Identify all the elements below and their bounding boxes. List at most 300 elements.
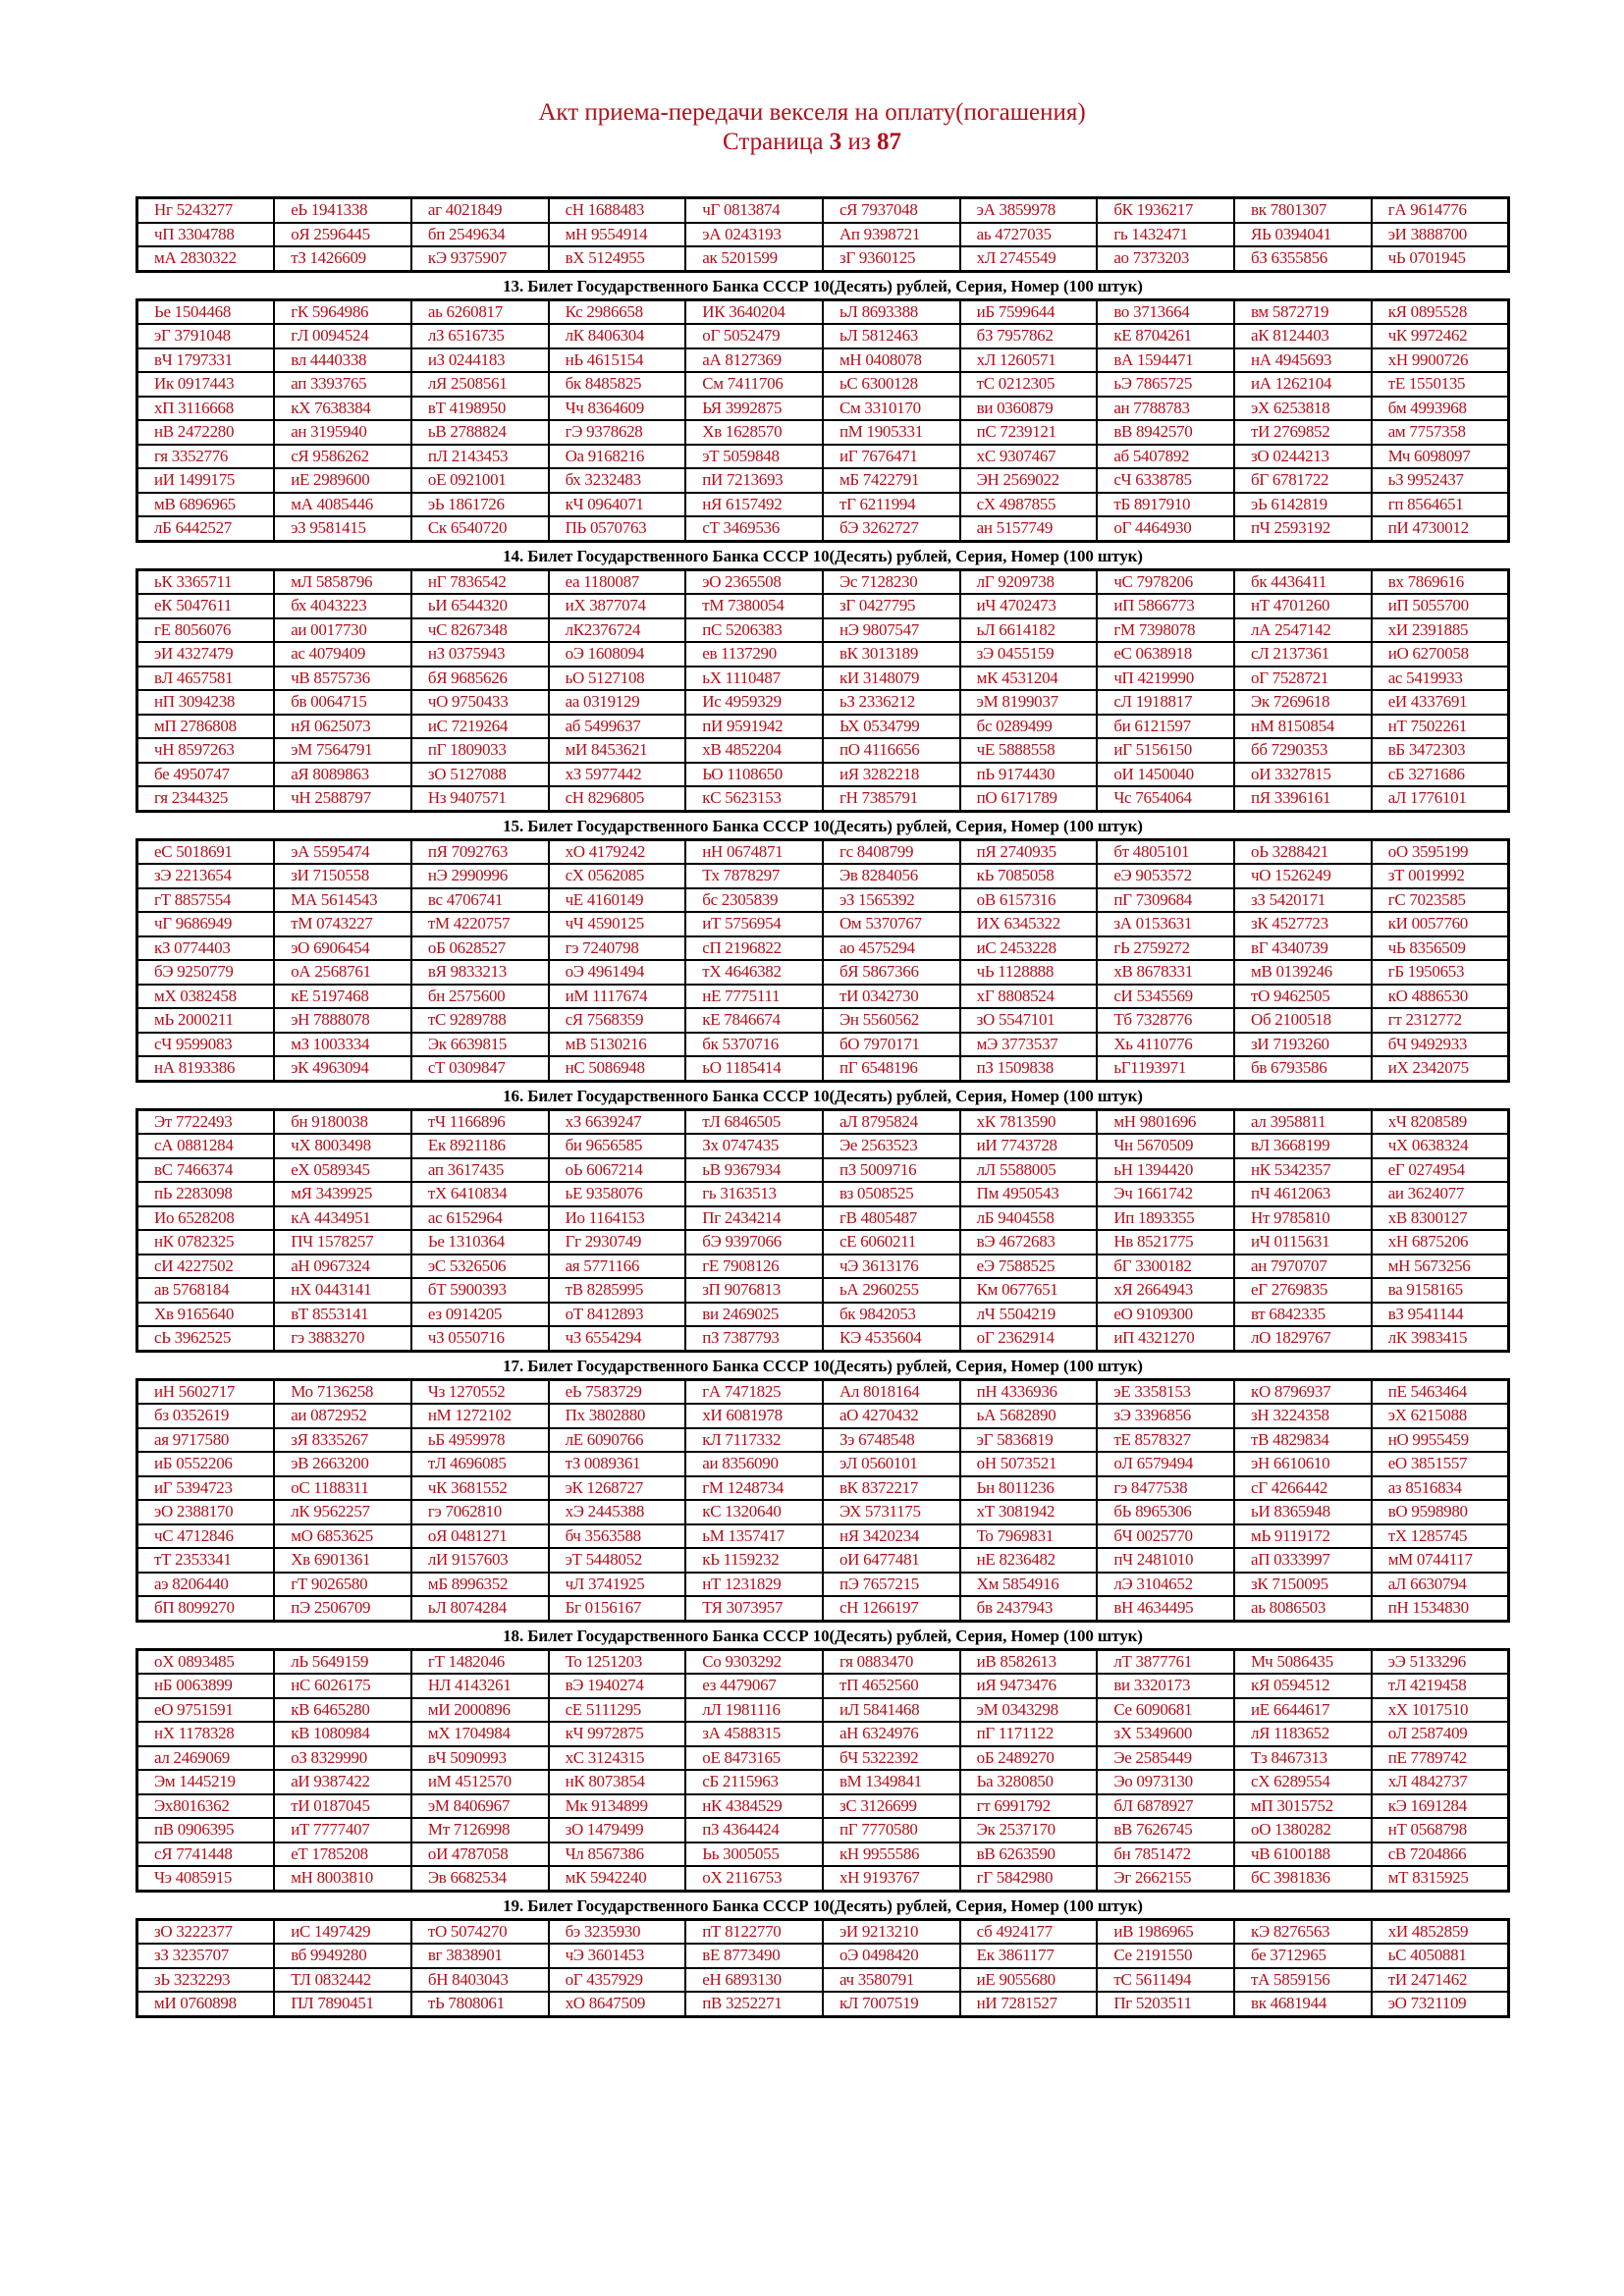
serial-cell: оИ 1450040	[1097, 763, 1234, 787]
serial-cell: бм 4993968	[1372, 397, 1509, 421]
serial-cell: ьИ 6544320	[411, 594, 549, 618]
serial-cell: чВ 8575736	[274, 667, 411, 691]
serial-cell: Эв 8284056	[823, 864, 960, 888]
serial-cell: Эч 1661742	[1097, 1182, 1234, 1206]
table-row	[137, 569, 1509, 594]
serial-cell: гя 2344325	[137, 786, 275, 811]
serial-cell: бК 1936217	[1097, 198, 1234, 223]
serial-cell: бЧ 0025770	[1097, 1524, 1234, 1549]
serial-cell: кЕ 7846674	[685, 1008, 823, 1033]
serial-cell: аз 8516834	[1372, 1476, 1509, 1501]
serial-cell: ЭН 2569022	[960, 468, 1098, 493]
serial-cell: Се 6090681	[1097, 1698, 1234, 1723]
serial-cell: гь 3163513	[685, 1182, 823, 1206]
serial-cell: бе 3712965	[1234, 1944, 1372, 1968]
ticket-block	[135, 543, 1510, 813]
serial-cell: бО 7970171	[823, 1033, 960, 1057]
serial-cell: оГ 2362914	[960, 1326, 1098, 1351]
serial-cell: хЗ 6639247	[549, 1109, 686, 1134]
serial-cell: иС 1497429	[274, 1919, 411, 1944]
serial-cell: гп 8564651	[1372, 493, 1509, 517]
serial-cell: пИ 7213693	[685, 468, 823, 493]
table-row	[137, 888, 1509, 913]
serial-cell: ьА 2960255	[823, 1278, 960, 1303]
serial-cell: оЭ 0498420	[823, 1944, 960, 1968]
serial-cell: ам 7757358	[1372, 420, 1509, 445]
ticket-block	[135, 1353, 1510, 1623]
serial-cell: эМ 8199037	[960, 690, 1098, 715]
serial-cell: би 6121597	[1097, 715, 1234, 739]
serial-cell: иВ 8582613	[960, 1649, 1098, 1674]
serial-cell: эЭ 5133296	[1372, 1649, 1509, 1674]
serial-cell: нН 0674871	[685, 839, 823, 864]
serial-cell: бЛ 6878927	[1097, 1794, 1234, 1819]
serial-cell: ая 9717580	[137, 1428, 275, 1453]
serial-cell: эИ 9213210	[823, 1919, 960, 1944]
serial-cell: чЛ 3741925	[549, 1573, 686, 1597]
serial-cell: мЭ 3773537	[960, 1033, 1098, 1057]
serial-cell: чН 8597263	[137, 738, 275, 763]
serial-cell: мБ 7422791	[823, 468, 960, 493]
serial-cell: Нг 5243277	[137, 198, 275, 223]
serial-cell: иБ 7599644	[960, 299, 1098, 324]
serial-cell: ЬЯ 3992875	[685, 397, 823, 421]
serial-cell: нЭ 2990996	[411, 864, 549, 888]
serial-cell: оЭ 1608094	[549, 642, 686, 667]
serial-cell: кО 4886530	[1372, 985, 1509, 1009]
table-row	[137, 1770, 1509, 1794]
serial-cell: эМ 8406967	[411, 1794, 549, 1819]
block-heading: 18. Билет Государственного Банка СССР 10(Десять) рублей, Серия, Номер (100 штук)	[503, 1626, 1143, 1645]
serial-cell: мХ 1704984	[411, 1722, 549, 1746]
serial-cell: чГ 9686949	[137, 912, 275, 936]
serial-cell: мП 2786808	[137, 715, 275, 739]
serial-cell: кИ 0057760	[1372, 912, 1509, 936]
serial-cell: лЧ 5504219	[960, 1303, 1098, 1327]
serial-cell: аи 8356090	[685, 1452, 823, 1476]
serial-cell: пВ 0906395	[137, 1818, 275, 1842]
serial-cell: гВ 4805487	[823, 1206, 960, 1231]
serial-cell: иО 6270058	[1372, 642, 1509, 667]
serial-cell: Эв 6682534	[411, 1866, 549, 1891]
serial-cell: гА 9614776	[1372, 198, 1509, 223]
serial-cell: сА 0881284	[137, 1134, 275, 1158]
serial-cell: зГ 9360125	[823, 246, 960, 271]
serial-cell: чН 2588797	[274, 786, 411, 811]
serial-cell: хЛ 1260571	[960, 348, 1098, 373]
serial-cell: вЭ 1940274	[549, 1674, 686, 1698]
serial-cell: пС 5206383	[685, 618, 823, 643]
serial-cell: Ек 8921186	[411, 1134, 549, 1158]
serial-cell: зЭ 0455159	[960, 642, 1098, 667]
serial-cell: во 3713664	[1097, 299, 1234, 324]
serial-cell: тЬ 7808061	[411, 1992, 549, 2016]
serial-cell: оЯ 0481271	[411, 1524, 549, 1549]
serial-cell: эО 6906454	[274, 936, 411, 961]
serial-cell: эЬ 6142819	[1234, 493, 1372, 517]
table-row	[137, 493, 1509, 517]
serial-cell: аэ 8206440	[137, 1573, 275, 1597]
serial-cell: ан 7788783	[1097, 397, 1234, 421]
serial-cell: тХ 4646382	[685, 960, 823, 985]
serial-cell: чЧ 4590125	[549, 912, 686, 936]
ticket-block	[135, 1893, 1510, 2018]
serial-cell: бГ 3300182	[1097, 1255, 1234, 1279]
serial-cell: нХ 0443141	[274, 1278, 411, 1303]
table-row	[137, 1866, 1509, 1891]
serial-cell: кХ 7638384	[274, 397, 411, 421]
page-current: 3	[829, 129, 842, 155]
serial-cell: Эк 6639815	[411, 1033, 549, 1057]
serial-cell: тИ 0342730	[823, 985, 960, 1009]
serial-cell: бЬ 8965306	[1097, 1500, 1234, 1524]
serial-cell: ви 3320173	[1097, 1674, 1234, 1698]
serial-cell: тЕ 1550135	[1372, 372, 1509, 397]
serial-cell: вк 7801307	[1234, 198, 1372, 223]
serial-cell: нЕ 7775111	[685, 985, 823, 1009]
serial-cell: эЗ 1565392	[823, 888, 960, 913]
serial-cell: Об 2100518	[1234, 1008, 1372, 1033]
serial-cell: еК 5047611	[137, 594, 275, 618]
serial-cell: лЬ 5649159	[274, 1649, 411, 1674]
serial-cell: бв 6793586	[1234, 1056, 1372, 1081]
serial-cell: нС 6026175	[274, 1674, 411, 1698]
serial-cell: зХ 5349600	[1097, 1722, 1234, 1746]
block-heading: 17. Билет Государственного Банка СССР 10(Десять) рублей, Серия, Номер (100 штук)	[503, 1356, 1143, 1375]
serial-cell: мК 4531204	[960, 667, 1098, 691]
serial-cell: зТ 0019992	[1372, 864, 1509, 888]
serial-cell: мА 4085446	[274, 493, 411, 517]
serial-cell: вК 3013189	[823, 642, 960, 667]
serial-cell: бч 3563588	[549, 1524, 686, 1549]
serial-cell: сЧ 6338785	[1097, 468, 1234, 493]
serial-cell: эХ 6253818	[1234, 397, 1372, 421]
serial-cell: мМ 0744117	[1372, 1548, 1509, 1573]
serial-cell: мЬ 9119172	[1234, 1524, 1372, 1549]
serial-cell: ал 3958811	[1234, 1109, 1372, 1134]
table-row	[137, 1008, 1509, 1033]
serial-cell: оГ 4357929	[549, 1968, 686, 1993]
serial-cell: мИ 0760898	[137, 1992, 275, 2016]
serial-cell: эИ 4327479	[137, 642, 275, 667]
serial-cell: ас 6152964	[411, 1206, 549, 1231]
table-row	[137, 738, 1509, 763]
serial-cell: ПЛ 7890451	[274, 1992, 411, 2016]
serial-cell: мН 9801696	[1097, 1109, 1234, 1134]
serial-cell: бб 7290353	[1234, 738, 1372, 763]
serial-cell: эЕ 3358153	[1097, 1379, 1234, 1404]
serial-cell: ьМ 1357417	[685, 1524, 823, 1549]
serial-cell: ТЯ 3073957	[685, 1596, 823, 1621]
serial-cell: Чэ 4085915	[137, 1866, 275, 1891]
serial-cell: Чз 1270552	[411, 1379, 549, 1404]
serial-cell: эВ 2663200	[274, 1452, 411, 1476]
serial-cell: ьВ 2788824	[411, 420, 549, 445]
serial-cell: бк 5370716	[685, 1033, 823, 1057]
serial-cell: сБ 2115963	[685, 1770, 823, 1794]
table-row	[137, 1230, 1509, 1255]
serial-cell: пО 6171789	[960, 786, 1098, 811]
serial-cell: ьА 5682890	[960, 1404, 1098, 1428]
serial-cell: бп 2549634	[411, 223, 549, 247]
serial-cell: зЭ 2213654	[137, 864, 275, 888]
serial-cell: гэ 7240798	[549, 936, 686, 961]
serial-cell: ЯЬ 0394041	[1234, 223, 1372, 247]
table-row	[137, 1649, 1509, 1674]
serial-cell: эЗ 9581415	[274, 516, 411, 541]
serial-cell: иИ 1499175	[137, 468, 275, 493]
serial-cell: ьЭ 7865725	[1097, 372, 1234, 397]
serial-cell: ьК 3365711	[137, 569, 275, 594]
serial-cell: вТ 8553141	[274, 1303, 411, 1327]
serial-cell: оХ 0893485	[137, 1649, 275, 1674]
serial-cell: хТ 3081942	[960, 1500, 1098, 1524]
serial-cell: ьЛ 8693388	[823, 299, 960, 324]
table-row	[137, 1379, 1509, 1404]
serial-cell: нЬ 4615154	[549, 348, 686, 373]
serial-cell: Оа 9168216	[549, 445, 686, 469]
serial-cell: тТ 2353341	[137, 1548, 275, 1573]
serial-cell: ьХ 1110487	[685, 667, 823, 691]
serial-cell: аб 5499637	[549, 715, 686, 739]
serial-cell: нА 4945693	[1234, 348, 1372, 373]
serial-cell: еЭ 7588525	[960, 1255, 1098, 1279]
serial-cell: гт 2312772	[1372, 1008, 1509, 1033]
serial-cell: чЭ 3601453	[549, 1944, 686, 1968]
serial-cell: Ск 6540720	[411, 516, 549, 541]
serial-cell: еН 6893130	[685, 1968, 823, 1993]
serial-cell: аь 6260817	[411, 299, 549, 324]
serial-cell: вЛ 3668199	[1234, 1134, 1372, 1158]
serial-cell: оЬ 3288421	[1234, 839, 1372, 864]
serial-cell: чХ 0638324	[1372, 1134, 1509, 1158]
serial-cell: зЬ 3232293	[137, 1968, 275, 1993]
serial-cell: сЬ 3962525	[137, 1326, 275, 1351]
serial-cell: зО 5127088	[411, 763, 549, 787]
serial-cell: ьЗ 9952437	[1372, 468, 1509, 493]
serial-cell: пГ 1171122	[960, 1722, 1098, 1746]
serial-cell: сИ 4227502	[137, 1255, 275, 1279]
table-row	[137, 1134, 1509, 1158]
serial-cell: мХ 0382458	[137, 985, 275, 1009]
serial-cell: кЕ 5197468	[274, 985, 411, 1009]
serial-cell: ан 5157749	[960, 516, 1098, 541]
serial-cell: вВ 8942570	[1097, 420, 1234, 445]
serial-cell: эМ 0343298	[960, 1698, 1098, 1723]
serial-cell: бх 3232483	[549, 468, 686, 493]
serial-cell: Эе 2585449	[1097, 1746, 1234, 1771]
serial-cell: оБ 0628527	[411, 936, 549, 961]
serial-cell: мЗ 1003334	[274, 1033, 411, 1057]
serial-table	[135, 838, 1510, 1083]
page-separator: из	[847, 129, 871, 155]
serial-cell: вм 5872719	[1234, 299, 1372, 324]
serial-cell: мИ 8453621	[549, 738, 686, 763]
serial-cell: гЕ 7908126	[685, 1255, 823, 1279]
serial-cell: иХ 3877074	[549, 594, 686, 618]
serial-cell: тХ 6410834	[411, 1182, 549, 1206]
serial-cell: нТ 4701260	[1234, 594, 1372, 618]
serial-cell: зИ 7193260	[1234, 1033, 1372, 1057]
serial-cell: ак 5201599	[685, 246, 823, 271]
serial-cell: нГ 7836542	[411, 569, 549, 594]
serial-cell: пГ 6548196	[823, 1056, 960, 1081]
table-row	[137, 1842, 1509, 1867]
serial-cell: Хь 4110776	[1097, 1033, 1234, 1057]
serial-cell: гс 8408799	[823, 839, 960, 864]
serial-cell: эО 2365508	[685, 569, 823, 594]
serial-cell: бС 3981836	[1234, 1866, 1372, 1891]
serial-cell: иТ 7777407	[274, 1818, 411, 1842]
serial-cell: оО 3595199	[1372, 839, 1509, 864]
serial-cell: мА 2830322	[137, 246, 275, 271]
serial-cell: гЛ 0094524	[274, 324, 411, 348]
serial-cell: нК 5342357	[1234, 1158, 1372, 1183]
serial-cell: вБ 3472303	[1372, 738, 1509, 763]
serial-cell: еО 9109300	[1097, 1303, 1234, 1327]
serial-cell: оЛ 6579494	[1097, 1452, 1234, 1476]
table-row	[137, 1476, 1509, 1501]
serial-cell: Чл 8567386	[549, 1842, 686, 1867]
table-row	[137, 912, 1509, 936]
serial-cell: ПЧ 1578257	[274, 1230, 411, 1255]
serial-cell: нМ 8150854	[1234, 715, 1372, 739]
serial-cell: мЬ 2000211	[137, 1008, 275, 1033]
serial-cell: лА 2547142	[1234, 618, 1372, 643]
serial-cell: нТ 7502261	[1372, 715, 1509, 739]
serial-cell: См 3310170	[823, 397, 960, 421]
serial-cell: хХ 1017510	[1372, 1698, 1509, 1723]
serial-cell: хО 4179242	[549, 839, 686, 864]
serial-cell: тИ 0187045	[274, 1794, 411, 1819]
table-row	[137, 324, 1509, 348]
serial-cell: бт 4805101	[1097, 839, 1234, 864]
table-row	[137, 420, 1509, 445]
serial-cell: сИ 5345569	[1097, 985, 1234, 1009]
serial-cell: бН 8403043	[411, 1968, 549, 1993]
serial-cell: гТ 1482046	[411, 1649, 549, 1674]
table-row	[137, 690, 1509, 715]
serial-cell: Ом 5370767	[823, 912, 960, 936]
serial-cell: эТ 5059848	[685, 445, 823, 469]
serial-cell: еЬ 1941338	[274, 198, 411, 223]
table-row	[137, 1182, 1509, 1206]
block-heading: 15. Билет Государственного Банка СССР 10(Десять) рублей, Серия, Номер (100 штук)	[503, 816, 1143, 835]
table-row	[137, 397, 1509, 421]
serial-cell: МА 5614543	[274, 888, 411, 913]
serial-cell: вГ 4340739	[1234, 936, 1372, 961]
serial-cell: Пх 3802880	[549, 1404, 686, 1428]
serial-cell: бЭ 9397066	[685, 1230, 823, 1255]
serial-cell: Эм 1445219	[137, 1770, 275, 1794]
serial-cell: оГ 5052479	[685, 324, 823, 348]
serial-cell: лБ 9404558	[960, 1206, 1098, 1231]
serial-cell: вх 7869616	[1372, 569, 1509, 594]
serial-cell: вг 3838901	[411, 1944, 549, 1968]
serial-cell: бк 9842053	[823, 1303, 960, 1327]
serial-cell: тЛ 4696085	[411, 1452, 549, 1476]
serial-cell: нИ 7281527	[960, 1992, 1098, 2016]
serial-cell: нТ 1231829	[685, 1573, 823, 1597]
serial-cell: бв 2437943	[960, 1596, 1098, 1621]
serial-cell: эА 0243193	[685, 223, 823, 247]
serial-cell: вЯ 9833213	[411, 960, 549, 985]
serial-cell: Ьь 3005055	[685, 1842, 823, 1867]
serial-cell: нК 0782325	[137, 1230, 275, 1255]
serial-cell: сЯ 7741448	[137, 1842, 275, 1867]
serial-cell: хИ 4852859	[1372, 1919, 1509, 1944]
serial-cell: тЗ 0089361	[549, 1452, 686, 1476]
serial-table	[135, 196, 1510, 273]
serial-cell: ЬХ 0534799	[823, 715, 960, 739]
table-row	[137, 1524, 1509, 1549]
serial-cell: пЭ 2506709	[274, 1596, 411, 1621]
serial-cell: вк 4681944	[1234, 1992, 1372, 2016]
serial-cell: бе 4950747	[137, 763, 275, 787]
serial-cell: вб 9949280	[274, 1944, 411, 1968]
serial-cell: пЯ 3396161	[1234, 786, 1372, 811]
serial-cell: ач 3580791	[823, 1968, 960, 1993]
serial-cell: бэ 3235930	[549, 1919, 686, 1944]
serial-cell: Ип 1893355	[1097, 1206, 1234, 1231]
serial-cell: нП 3094238	[137, 690, 275, 715]
table-row	[137, 763, 1509, 787]
serial-cell: пЕ 5463464	[1372, 1379, 1509, 1404]
serial-cell: вЕ 8773490	[685, 1944, 823, 1968]
serial-cell: чХ 8003498	[274, 1134, 411, 1158]
serial-cell: См 7411706	[685, 372, 823, 397]
serial-cell: иГ 5394723	[137, 1476, 275, 1501]
serial-cell: зА 4588315	[685, 1722, 823, 1746]
serial-cell: аи 3624077	[1372, 1182, 1509, 1206]
serial-cell: ьС 4050881	[1372, 1944, 1509, 1968]
serial-cell: зН 3224358	[1234, 1404, 1372, 1428]
serial-cell: мВ 6896965	[137, 493, 275, 517]
serial-cell: сб 4924177	[960, 1919, 1098, 1944]
serial-cell: тЗ 1426609	[274, 246, 411, 271]
serial-cell: оН 5073521	[960, 1452, 1098, 1476]
serial-cell: би 9656585	[549, 1134, 686, 1158]
serial-cell: кЧ 0964071	[549, 493, 686, 517]
serial-cell: Хв 6901361	[274, 1548, 411, 1573]
ticket-block	[135, 273, 1510, 543]
serial-cell: лЛ 5588005	[960, 1158, 1098, 1183]
serial-table	[135, 1378, 1510, 1623]
serial-cell: бГ 6781722	[1234, 468, 1372, 493]
table-row	[137, 594, 1509, 618]
serial-cell: оА 2568761	[274, 960, 411, 985]
serial-cell: сБ 3271686	[1372, 763, 1509, 787]
serial-cell: аи 0872952	[274, 1404, 411, 1428]
table-row	[137, 1968, 1509, 1993]
table-row	[137, 1278, 1509, 1303]
serial-cell: сХ 4987855	[960, 493, 1098, 517]
serial-cell: ьЕ 9358076	[549, 1182, 686, 1206]
serial-cell: пЭ 7657215	[823, 1573, 960, 1597]
table-row	[137, 348, 1509, 373]
serial-cell: вт 6842335	[1234, 1303, 1372, 1327]
serial-cell: еЬ 7583729	[549, 1379, 686, 1404]
serial-cell: сЧ 9599083	[137, 1033, 275, 1057]
serial-cell: тМ 7380054	[685, 594, 823, 618]
serial-cell: ва 9158165	[1372, 1278, 1509, 1303]
serial-cell: тВ 4829834	[1234, 1428, 1372, 1453]
serial-cell: гН 7385791	[823, 786, 960, 811]
serial-cell: Эс 7128230	[823, 569, 960, 594]
serial-cell: тМ 4220757	[411, 912, 549, 936]
serial-cell: кЛ 7007519	[823, 1992, 960, 2016]
serial-cell: Ик 0917443	[137, 372, 275, 397]
